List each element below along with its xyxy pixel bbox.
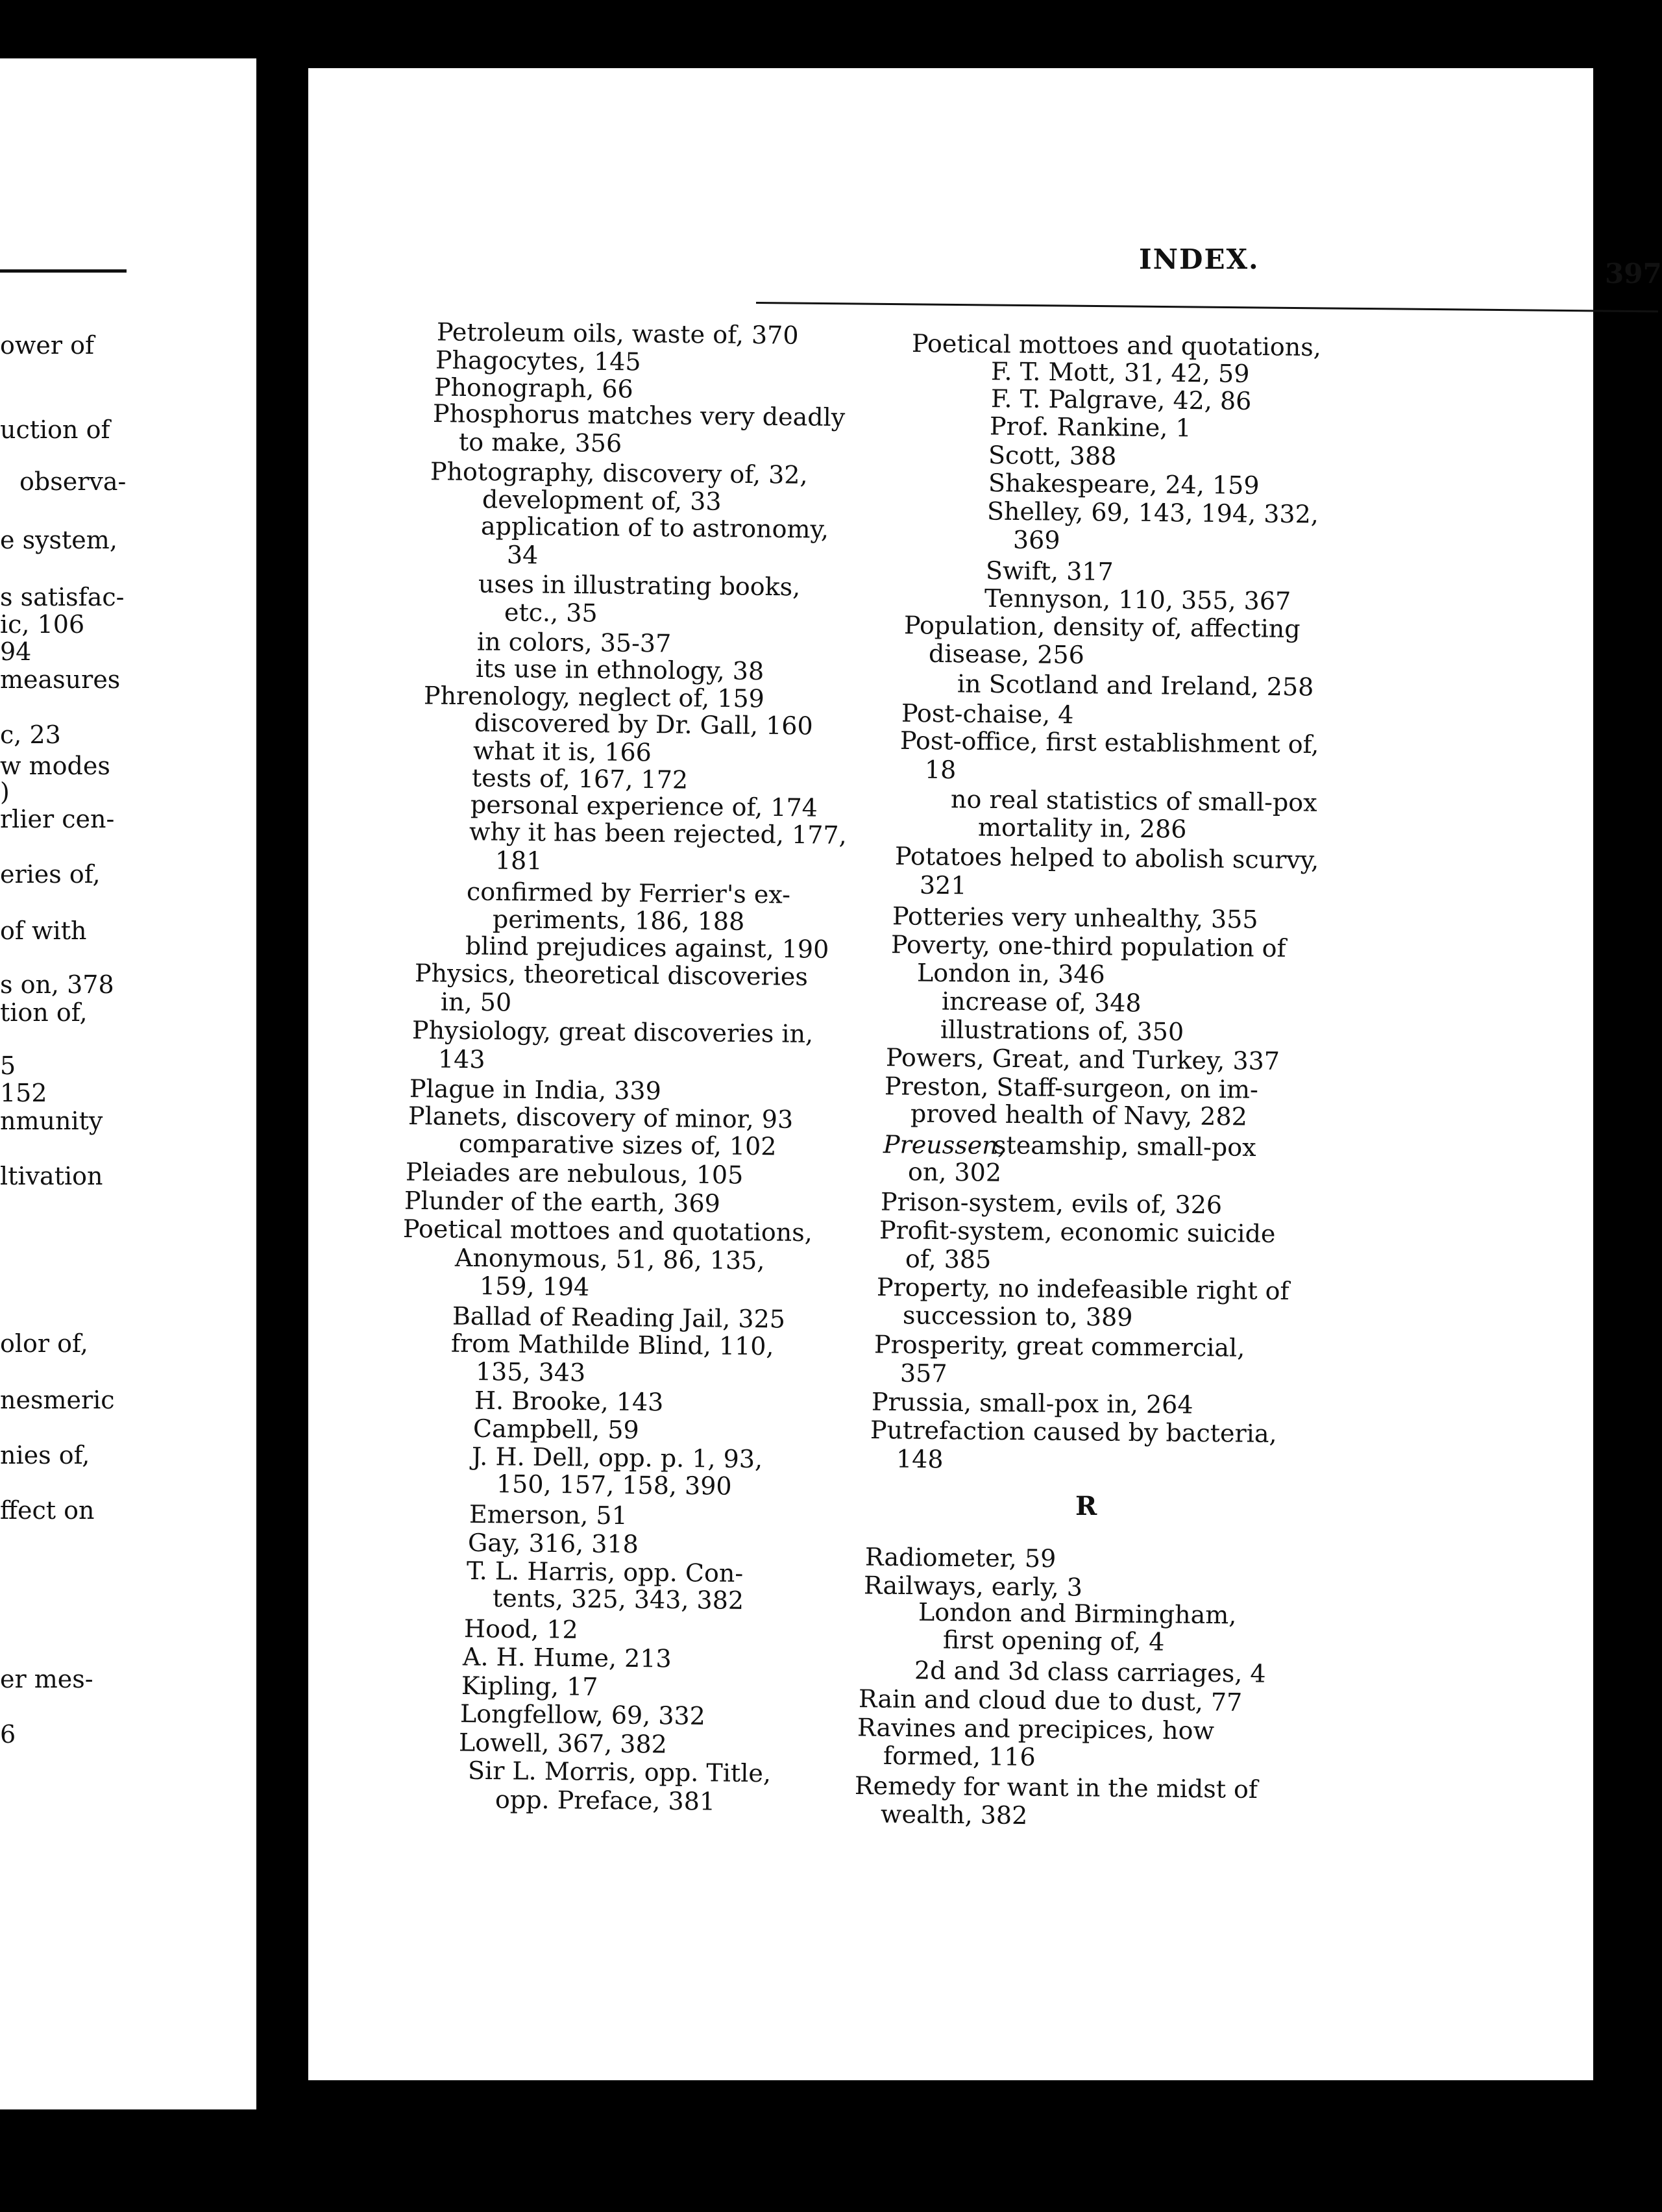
facing-page-fragment: w modes — [0, 752, 110, 780]
index-entry-sub: tents, 325, 343, 382 — [492, 1584, 744, 1615]
facing-page-fragment: eries of, — [0, 860, 101, 889]
index-entry-sub: development of, 33 — [482, 485, 722, 516]
index-entry: Potteries very unhealthy, 355 — [892, 902, 1258, 934]
index-entry-sub: Longfellow, 69, 332 — [459, 1699, 706, 1730]
index-entry-sub: 321 — [919, 870, 967, 900]
index-entry: Preussen, — [883, 1130, 1006, 1160]
index-entry-sub: periments, 186, 188 — [492, 905, 745, 936]
index-entry: Prussia, small-pox in, 264 — [871, 1387, 1193, 1419]
index-entry-sub: in colors, 35-37 — [476, 627, 672, 658]
index-entry-sub: increase of, 348 — [941, 987, 1142, 1018]
index-entry-sub: 34 — [506, 540, 539, 570]
facing-page-fragment: rlier cen- — [0, 805, 115, 833]
index-entry: Plague in India, 339 — [409, 1074, 661, 1105]
header-rule — [756, 302, 1658, 312]
index-entry-sub: London and Birmingham, — [918, 1597, 1237, 1630]
index-entry-sub: 181 — [495, 846, 543, 876]
index-entry-sub: Kipling, 17 — [461, 1671, 598, 1702]
index-entry: Phosphorus matches very deadly — [432, 399, 846, 432]
index-entry-sub: blind prejudices against, 190 — [465, 931, 829, 964]
index-entry-sub: personal experience of, 174 — [470, 790, 818, 822]
index-entry: Post-chaise, 4 — [901, 698, 1074, 730]
facing-page-fragment: er mes- — [0, 1665, 93, 1693]
index-entry: Pleiades are nebulous, 105 — [405, 1157, 744, 1190]
index-entry: Ravines and precipices, how — [857, 1713, 1215, 1745]
index-entry-sub: wealth, 382 — [880, 1799, 1028, 1830]
index-entry-sub: application of to astronomy, — [480, 511, 829, 544]
index-entry-sub: F. T. Mott, 31, 42, 59 — [990, 357, 1250, 388]
index-entry-sub: Gay, 316, 318 — [467, 1528, 639, 1559]
index-entry-continuation: steamship, small-pox — [993, 1131, 1256, 1162]
book-gutter — [256, 0, 308, 2212]
index-entry-sub: opp. Preface, 381 — [495, 1785, 716, 1816]
index-entry: Poverty, one-third population of — [890, 930, 1286, 963]
facing-page-fragment: nies of, — [0, 1441, 90, 1469]
index-entry-sub: uses in illustrating books, — [478, 569, 801, 602]
index-entry-sub: 148 — [896, 1444, 944, 1474]
facing-page-fragment: 5 — [0, 1051, 16, 1080]
index-entry: Remedy for want in the midst of — [854, 1771, 1258, 1804]
index-entry-sub: to make, 356 — [458, 427, 622, 458]
index-entry-sub: succession to, 389 — [902, 1301, 1133, 1332]
facing-page-fragment: ower of — [0, 331, 95, 360]
index-entry: Phonograph, 66 — [434, 373, 633, 404]
section-letter: R — [1075, 1491, 1097, 1521]
index-entry-sub: formed, 116 — [883, 1741, 1036, 1772]
facing-page-fragment: e system, — [0, 526, 117, 554]
index-entry-sub: 369 — [1012, 525, 1060, 555]
index-entry: Physiology, great discoveries in, — [411, 1016, 814, 1048]
index-entry-sub: J. H. Dell, opp. p. 1, 93, — [471, 1442, 763, 1474]
index-entry: Powers, Great, and Turkey, 337 — [885, 1043, 1280, 1075]
index-entry-sub: London in, 346 — [916, 958, 1105, 989]
index-entry-sub: in Scotland and Ireland, 258 — [957, 669, 1314, 702]
facing-page-fragment: ic, 106 — [0, 610, 85, 639]
index-entry-sub: Emerson, 51 — [469, 1499, 628, 1530]
index-entry: Potatoes helped to abolish scurvy, — [894, 841, 1319, 875]
facing-page-fragment: nesmeric — [0, 1386, 115, 1414]
facing-page-fragment: s on, 378 — [0, 970, 114, 999]
facing-page-fragment: 6 — [0, 1720, 16, 1749]
facing-page-fragment: observa- — [19, 467, 127, 496]
index-entry: Population, density of, affecting — [903, 611, 1301, 643]
index-entry: Phagocytes, 145 — [435, 345, 641, 376]
index-entry: Photography, discovery of, 32, — [430, 457, 808, 489]
index-entry-sub: illustrations of, 350 — [940, 1015, 1184, 1046]
facing-page-fragment: c, 23 — [0, 720, 61, 749]
index-entry-sub: H. Brooke, 143 — [474, 1386, 664, 1417]
index-entry-sub: tests of, 167, 172 — [471, 763, 689, 794]
index-entry: Preston, Staff-surgeon, on im- — [884, 1072, 1259, 1104]
index-entry-sub: 143 — [437, 1044, 485, 1074]
facing-page-fragment: 94 — [0, 637, 32, 666]
index-entry: Prison-system, evils of, 326 — [880, 1187, 1223, 1220]
index-entry-sub: comparative sizes of, 102 — [458, 1129, 777, 1161]
index-entry-sub: in, 50 — [440, 987, 512, 1017]
index-entry-sub: Hood, 12 — [463, 1614, 578, 1644]
facing-page-fragment: s satisfac- — [0, 583, 125, 611]
index-entry-sub: T. L. Harris, opp. Con- — [466, 1556, 744, 1588]
index-entry-sub: 135, 343 — [475, 1357, 586, 1387]
index-entry-sub: 150, 157, 158, 390 — [496, 1469, 732, 1501]
index-entry-sub: Anonymous, 51, 86, 135, — [454, 1243, 765, 1275]
index-entry-sub: mortality in, 286 — [977, 813, 1187, 844]
index-entry-sub: Shelley, 69, 143, 194, 332, — [986, 497, 1319, 529]
index-entry: Post-office, first establishment of, — [899, 726, 1319, 759]
index-entry-sub: A. H. Hume, 213 — [462, 1642, 672, 1673]
facing-page-fragment: of with — [0, 916, 87, 945]
facing-page-fragment: ltivation — [0, 1162, 103, 1190]
index-entry-sub: from Mathilde Blind, 110, — [450, 1329, 774, 1361]
index-entry-sub: first opening of, 4 — [942, 1625, 1165, 1656]
index-entry-sub: Lowell, 367, 382 — [458, 1728, 668, 1759]
facing-page-fragment: 152 — [0, 1079, 47, 1107]
index-entry: Physics, theoretical discoveries — [414, 959, 809, 991]
facing-page-fragment: tion of, — [0, 998, 88, 1027]
index-entry-sub: Campbell, 59 — [472, 1414, 639, 1445]
index-page — [308, 68, 1662, 2080]
facing-page-rule — [0, 269, 127, 273]
facing-page-fragment: nmunity — [0, 1107, 103, 1135]
index-entry-sub: 159, 194 — [479, 1272, 590, 1301]
index-entry-sub: no real statistics of small-pox — [950, 785, 1317, 817]
index-entry: Prosperity, great commercial, — [874, 1330, 1245, 1362]
index-entry-sub: its use in ethnology, 38 — [475, 654, 764, 686]
index-entry: Property, no indefeasible right of — [876, 1272, 1289, 1306]
index-entry-sub: etc., 35 — [504, 598, 598, 628]
index-entry: Putrefaction caused by bacteria, — [870, 1415, 1277, 1449]
index-entry-sub: what it is, 166 — [472, 736, 652, 767]
index-entry: Planets, discovery of minor, 93 — [408, 1101, 794, 1134]
index-entry: Poetical mottoes and quotations, — [911, 328, 1322, 362]
index-entry-sub: Swift, 317 — [985, 556, 1114, 586]
index-entry-sub: Ballad of Reading Jail, 325 — [452, 1301, 786, 1334]
index-entry-sub: 18 — [924, 755, 957, 785]
index-entry: Petroleum oils, waste of, 370 — [436, 317, 799, 350]
running-head: INDEX. — [1139, 243, 1260, 275]
index-entry-sub: Scott, 388 — [988, 441, 1117, 471]
index-entry-sub: proved health of Navy, 282 — [910, 1099, 1248, 1131]
index-entry: Rain and cloud due to dust, 77 — [858, 1684, 1243, 1717]
index-entry: Radiometer, 59 — [864, 1542, 1057, 1573]
index-entry-sub: disease, 256 — [928, 639, 1085, 670]
index-entry-sub: Sir L. Morris, opp. Title, — [467, 1756, 772, 1788]
index-entry: Poetical mottoes and quotations, — [402, 1214, 813, 1247]
index-entry-sub: on, 302 — [907, 1157, 1002, 1187]
index-entry-sub: confirmed by Ferrier's ex- — [466, 877, 791, 909]
facing-page-fragment: uction of — [0, 415, 110, 444]
index-entry-sub: 357 — [899, 1358, 947, 1388]
facing-page-fragment: ffect on — [0, 1496, 95, 1525]
index-entry-sub: discovered by Dr. Gall, 160 — [474, 708, 813, 741]
facing-page — [0, 58, 256, 2109]
index-entry: Phrenology, neglect of, 159 — [423, 681, 765, 713]
facing-page-fragment: measures — [0, 665, 121, 694]
facing-page-fragment: ) — [0, 778, 10, 806]
index-entry: Profit-system, economic suicide — [879, 1216, 1276, 1248]
index-entry-sub: 2d and 3d class carriages, 4 — [914, 1656, 1266, 1688]
index-entry-sub: Shakespeare, 24, 159 — [988, 468, 1260, 500]
index-entry: Plunder of the earth, 369 — [404, 1186, 721, 1218]
index-entry-sub: Prof. Rankine, 1 — [989, 412, 1192, 443]
page-number: 397 — [1605, 258, 1662, 289]
index-entry-sub: F. T. Palgrave, 42, 86 — [990, 384, 1252, 415]
index-entry-sub: of, 385 — [905, 1244, 992, 1274]
index-entry-sub: Tennyson, 110, 355, 367 — [984, 584, 1291, 616]
index-entry-sub: why it has been rejected, 177, — [469, 817, 847, 850]
facing-page-fragment: olor of, — [0, 1329, 88, 1358]
index-entry: Railways, early, 3 — [863, 1571, 1083, 1602]
